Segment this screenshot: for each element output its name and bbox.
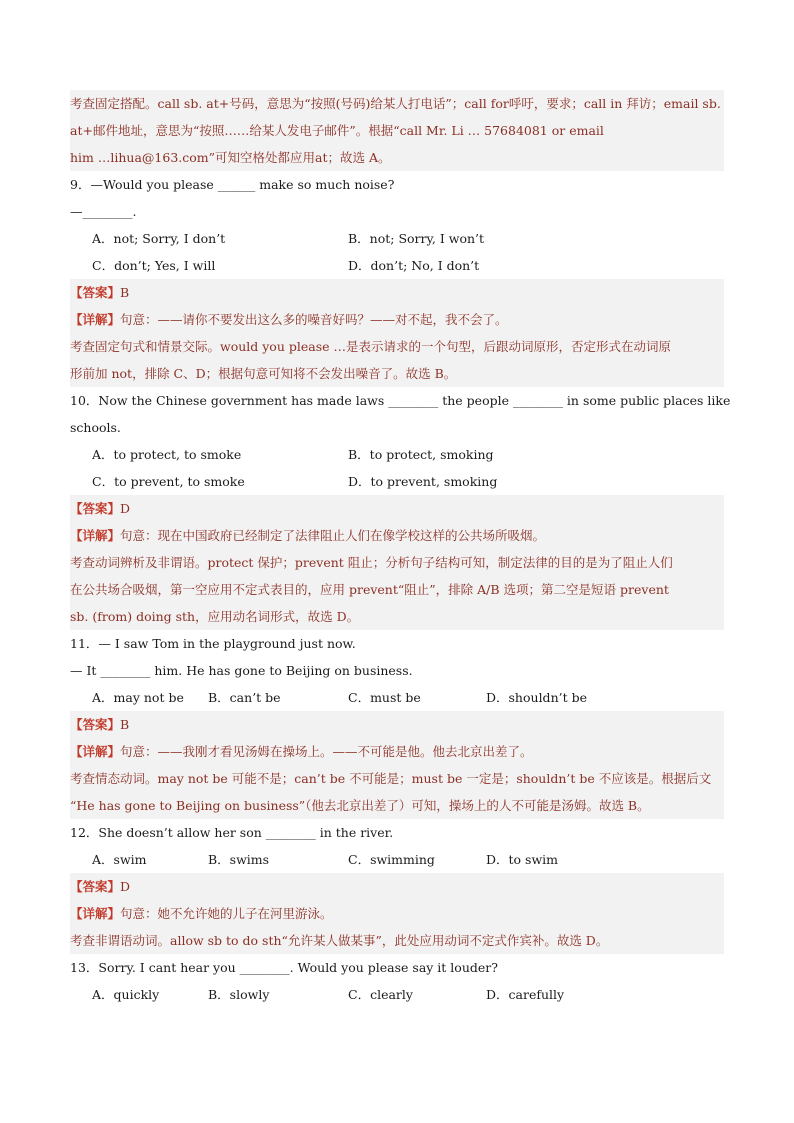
q12-stem: 12．She doesn’t allow her son ________ in the river. xyxy=(70,825,394,840)
q10-detail-line-3: 在公共场合吸烟，第一空应用不定式表目的，应用 prevent“阻止”，排除 A/B 选项；第二空是短语 prevent xyxy=(70,582,669,597)
q10-stem: 10．Now the Chinese government has made laws ________ the people ________ in some public places like xyxy=(70,393,731,408)
q10-answer-line xyxy=(70,495,724,522)
q10-detail-line-4: sb. (from) doing sth，应用动名词形式，故选 D。 xyxy=(70,609,360,624)
q11-options-row xyxy=(70,684,724,711)
q9-option-c: C．don’t; Yes, I will xyxy=(92,258,216,273)
answer-label: 【答案】 xyxy=(70,501,121,516)
q12-answer-line xyxy=(70,873,724,900)
q11-detail-line-1 xyxy=(70,738,724,765)
q12-answer: D xyxy=(120,879,131,894)
q8-analysis-block xyxy=(70,90,724,171)
q9-options-row-1 xyxy=(70,225,724,252)
q11-answer-line xyxy=(70,711,724,738)
q10-detail-1: 句意：现在中国政府已经制定了法律阻止人们在像学校这样的公共场所吸烟。 xyxy=(120,528,546,543)
q10-option-c: C．to prevent, to smoke xyxy=(92,474,245,489)
q10-answer: D xyxy=(120,501,131,516)
q10-option-a: A．to protect, to smoke xyxy=(92,447,242,462)
q9-answer: B xyxy=(120,285,130,300)
q8-analysis-line-3: him …lihua@163.com”可知空格处都应用at；故选 A。 xyxy=(70,150,391,165)
q12-detail-line-1 xyxy=(70,900,724,927)
answer-label: 【答案】 xyxy=(70,717,121,732)
q13-option-a: A．quickly xyxy=(92,987,160,1002)
answer-label: 【答案】 xyxy=(70,285,121,300)
q12-option-c: C．swimming xyxy=(348,852,435,867)
q10-detail-line-2: 考查动词辨析及非谓语。protect 保护；prevent 阻止；分析句子结构可知，制定法律的目的是为了阻止人们 xyxy=(70,555,673,570)
q12-options-row xyxy=(70,846,724,873)
q9-stem-2: —________. xyxy=(70,204,137,219)
q9-detail-line-3: 形前加 not，排除 C、D；根据句意可知将不会发出噪音了。故选 B。 xyxy=(70,366,457,381)
q11-option-a: A．may not be xyxy=(92,690,184,705)
detail-label: 【详解】 xyxy=(70,312,121,327)
q11-option-c: C．must be xyxy=(348,690,421,705)
q12-detail-line-2: 考查非谓语动词。allow sb to do sth“允许某人做某事”，此处应用动词不定式作宾补。故选 D。 xyxy=(70,933,609,948)
q13-stem: 13．Sorry. I cant hear you ________. Would you please say it louder? xyxy=(70,960,498,975)
q13-options-row xyxy=(70,981,724,1008)
q11-option-b: B．can’t be xyxy=(208,690,281,705)
q9-option-a: A．not; Sorry, I don’t xyxy=(92,231,226,246)
q12-option-b: B．swims xyxy=(208,852,270,867)
q11-option-d: D．shouldn’t be xyxy=(486,690,587,705)
q8-analysis-line-1: 考查固定搭配。call sb. at+号码，意思为“按照(号码)给某人打电话”；call for呼吁，要求；call in 拜访；email sb. xyxy=(70,96,721,111)
q10-stem-2: schools. xyxy=(70,420,121,435)
q9-options-row-2 xyxy=(70,252,724,279)
q12-answer-block xyxy=(70,873,724,954)
q11-answer: B xyxy=(120,717,130,732)
q12-detail-1: 句意：她不允许她的儿子在河里游泳。 xyxy=(120,906,333,921)
q9-answer-block xyxy=(70,279,724,387)
q11-stem: 11．— I saw Tom in the playground just now. xyxy=(70,636,356,651)
q9-detail-line-2: 考查固定句式和情景交际。would you please …是表示请求的一个句型，后跟动词原形，否定形式在动词原 xyxy=(70,339,671,354)
q12-option-a: A．swim xyxy=(92,852,147,867)
q13-option-b: B．slowly xyxy=(208,987,270,1002)
q10-option-b: B．to protect, smoking xyxy=(348,447,494,462)
q12-option-d: D．to swim xyxy=(486,852,559,867)
q9-stem: 9．—Would you please ______ make so much noise? xyxy=(70,177,395,192)
q11-stem-2: — It ________ him. He has gone to Beijing on business. xyxy=(70,663,413,678)
q10-options-row-1 xyxy=(70,441,724,468)
q10-answer-block xyxy=(70,495,724,630)
detail-label: 【详解】 xyxy=(70,528,121,543)
q8-analysis-line-2: at+邮件地址，意思为“按照……给某人发电子邮件”。根据“call Mr. Li … 57684081 or email xyxy=(70,123,604,138)
document-page xyxy=(70,90,731,1008)
q11-detail-1: 句意：——我刚才看见汤姆在操场上。——不可能是他。他去北京出差了。 xyxy=(120,744,533,759)
q9-option-d: D．don’t; No, I don’t xyxy=(348,258,480,273)
detail-label: 【详解】 xyxy=(70,906,121,921)
q13-option-c: C．clearly xyxy=(348,987,413,1002)
q13-option-d: D．carefully xyxy=(486,987,565,1002)
q11-detail-line-2: 考查情态动词。may not be 可能不是；can’t be 不可能是；must be 一定是；shouldn’t be 不应该是。根据后文 xyxy=(70,771,712,786)
q10-options-row-2 xyxy=(70,468,724,495)
q9-detail-1: 句意：——请你不要发出这么多的噪音好吗？——对不起，我不会了。 xyxy=(120,312,508,327)
q9-option-b: B．not; Sorry, I won’t xyxy=(348,231,485,246)
q10-detail-line-1 xyxy=(70,522,724,549)
q11-detail-line-3: “He has gone to Beijing on business”（他去北京出差了）可知，操场上的人不可能是汤姆。故选 B。 xyxy=(70,798,650,813)
q11-answer-block xyxy=(70,711,724,819)
answer-label: 【答案】 xyxy=(70,879,121,894)
q9-answer-line xyxy=(70,279,724,306)
detail-label: 【详解】 xyxy=(70,744,121,759)
q10-option-d: D．to prevent, smoking xyxy=(348,474,498,489)
q9-detail-line-1 xyxy=(70,306,724,333)
